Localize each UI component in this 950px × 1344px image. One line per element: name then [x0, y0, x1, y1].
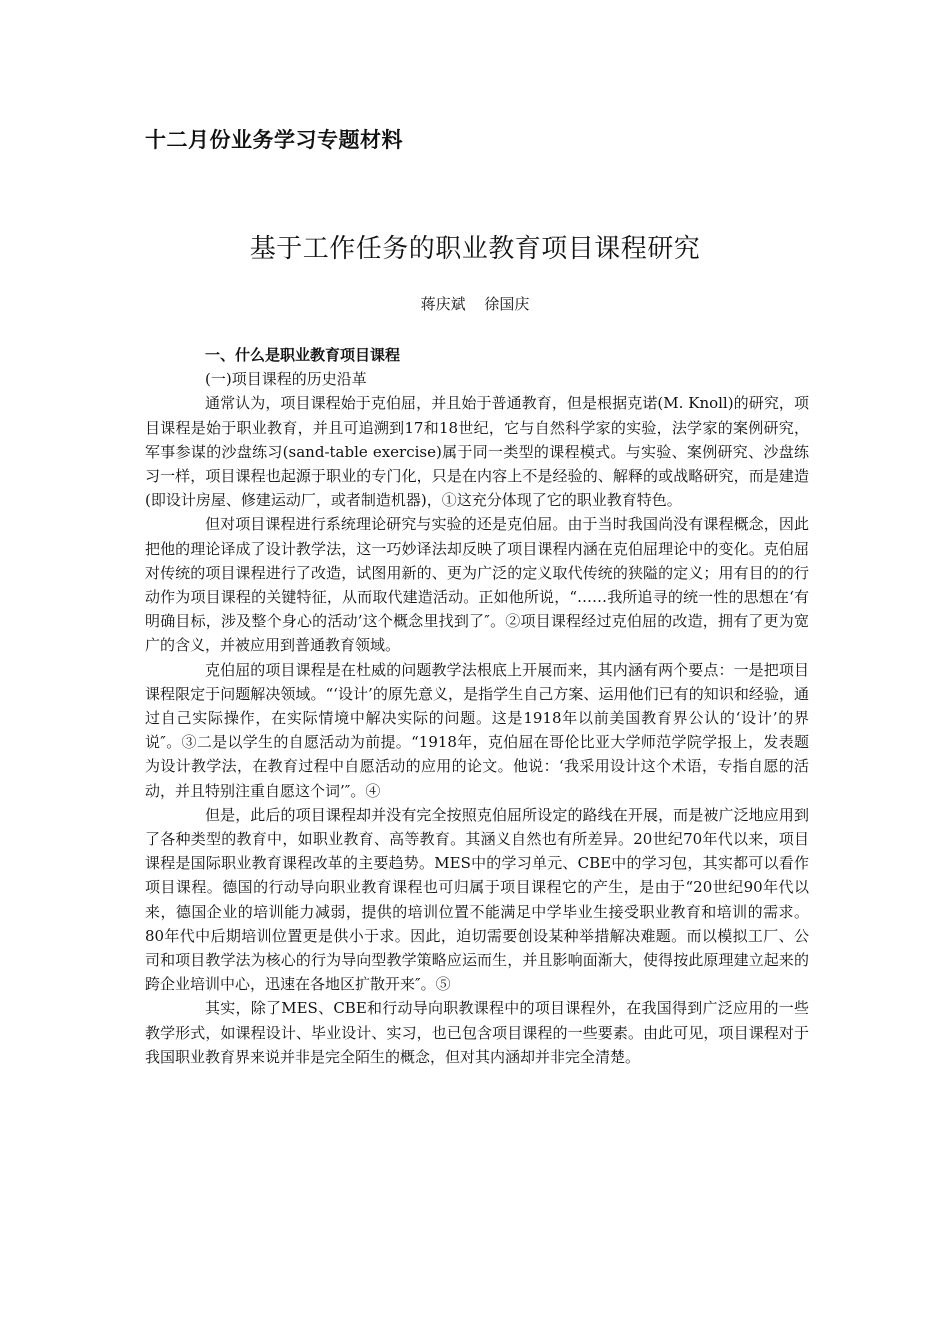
- paragraph: 但对项目课程进行系统理论研究与实验的还是克伯屈。由于当时我国尚没有课程概念，因此把他的理论译成了设计教学法，这一巧妙译法却反映了项目课程内涵在克伯屈理论中的变化。克伯屈对传统的项目课程进行了改造，试图用新的、更为广泛的定义取代传统的狭隘的定义；用有目的的行动作为项目课程的关键特征，从而取代建造活动。正如他所说，“……我所追寻的统一性的思想在‘有明确目标，涉及整个身心的活动’这个概念里找到了″。②项目课程经过克伯屈的改造，拥有了更为宽广的含义，并被应用到普通教育领域。: [145, 515, 809, 655]
- paragraph: 但是，此后的项目课程却并没有完全按照克伯屈所设定的路线在开展，而是被广泛地应用到了各种类型的教育中，如职业教育、高等教育。其涵义自然也有所差异。20世纪70年代以来，项目课程是国际职业教育课程改革的主要趋势。MES中的学习单元、CBE中的学习包，其实都可以看作项目课程。德国的行动导向职业教育课程也可归属于项目课程它的产生，是由于“20世纪90年代以来，德国企业的培训能力减弱，提供的培训位置不能满足中学毕业生接受职业教育和培训的需求。80年代中后期培训位置更是供小于求。因此，迫切需要创设某种举措解决难题。而以模拟工厂、公司和项目教学法为核心的行为导向型教学策略应运而生，并且影响面渐大，使得按此原理建立起来的跨企业培训中心，迅速在各地区扩散开来″。⑤: [145, 805, 809, 994]
- section-heading: 一、什么是职业教育项目课程: [205, 346, 401, 364]
- article-body: [145, 343, 809, 1069]
- subsection-heading: (一)项目课程的历史沿革: [205, 370, 367, 389]
- article-authors: 蒋庆斌 徐国庆: [420, 295, 530, 313]
- article-title: 基于工作任务的职业教育项目课程研究: [249, 234, 701, 264]
- paragraph: 通常认为，项目课程始于克伯屈，并且始于普通教育，但是根据克诺(M. Knoll)的研究，项目课程是始于职业教育，并且可追溯到17和18世纪，它与自然科学家的实验，法学家的案例研究，军事参谋的沙盘练习(sand-table exercise)属于同一类型的课程模式。与实验、案例研究、沙盘练习一样，项目课程也起源于职业的专门化，只是在内容上不是经验的、解释的或战略研究，而是建造(即设计房屋、修建运动厂，或者制造机器)，①这充分体现了它的职业教育特色。: [145, 394, 809, 510]
- header-title: 十二月份业务学习专题材料: [145, 128, 403, 152]
- paragraph: 克伯屈的项目课程是在杜威的问题教学法根底上开展而来，其内涵有两个要点：一是把项目课程限定于问题解决领域。“‘设计’的原先意义，是指学生自己方案、运用他们已有的知识和经验，通过自己实际操作，在实际情境中解决实际的问题。这是1918年以前美国教育界公认的‘设计’的界说″。③二是以学生的自愿活动为前提。“1918年，克伯屈在哥伦比亚大学师范学院学报上，发表题为设计教学法，在教育过程中自愿活动的应用的论文。他说：‘我采用设计这个术语，专指自愿的活动，并且特别注重自愿这个词’″。④: [145, 660, 809, 800]
- paragraph: 其实，除了MES、CBE和行动导向职教课程中的项目课程外，在我国得到广泛应用的一些教学形式，如课程设计、毕业设计、实习，也已包含项目课程的一些要素。由此可见，项目课程对于我国职业教育界来说并非是完全陌生的概念，但对其内涵却并非完全清楚。: [145, 999, 809, 1066]
